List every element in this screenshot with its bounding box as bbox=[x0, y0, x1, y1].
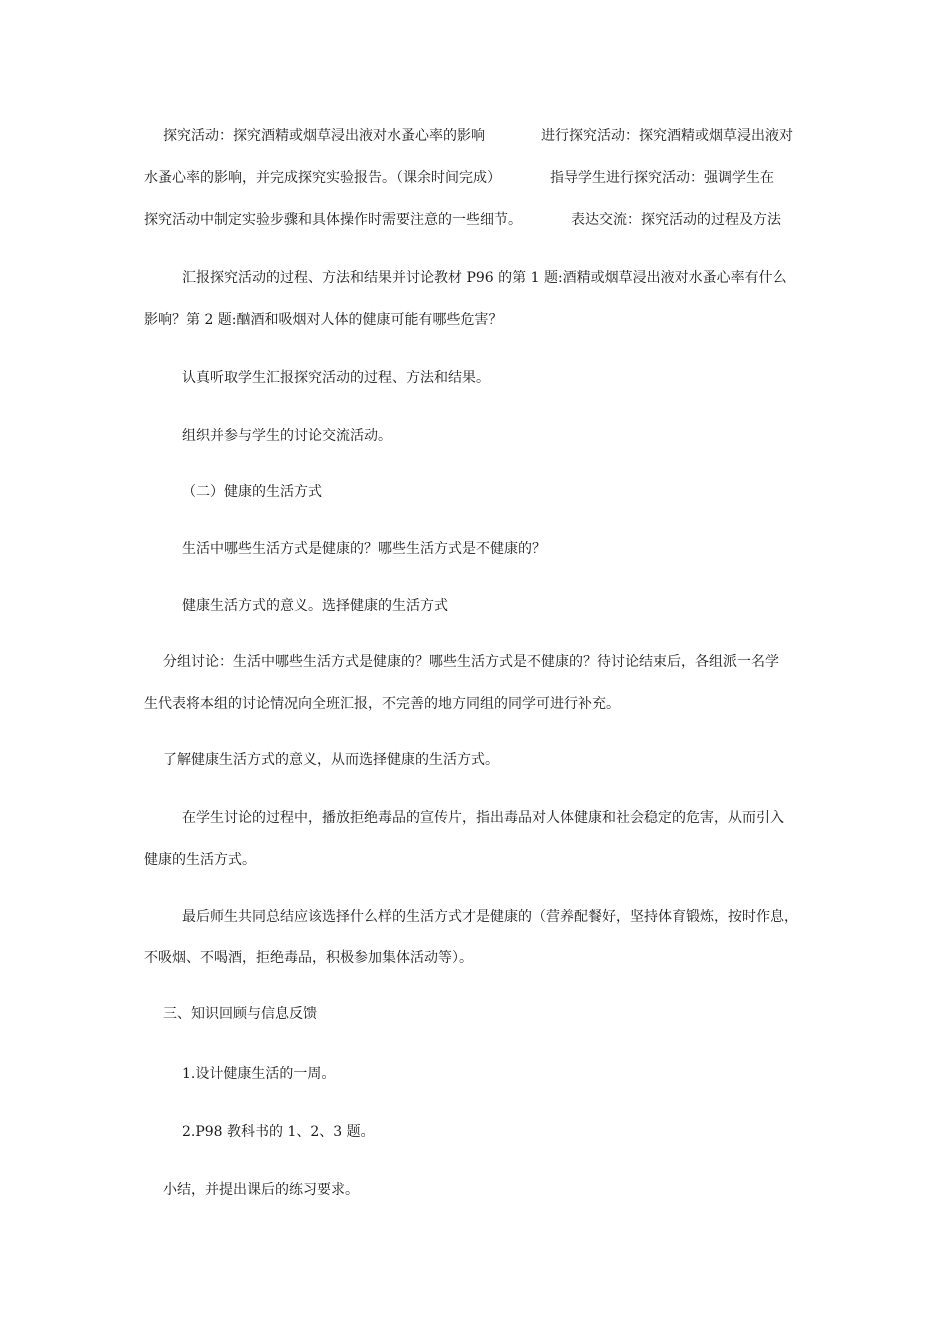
text-line-11: 分组讨论：生活中哪些生活方式是健康的？哪些生活方式是不健康的？待讨论结束后，各组派一名学 bbox=[163, 654, 779, 670]
text-line-10: 健康生活方式的意义。选择健康的生活方式 bbox=[182, 598, 448, 614]
text-line-6: 认真听取学生汇报探究活动的过程、方法和结果。 bbox=[182, 370, 490, 386]
text-line-14: 在学生讨论的过程中，播放拒绝毒品的宣传片，指出毒品对人体健康和社会稳定的危害，从而引入 bbox=[182, 810, 784, 826]
text-line-13: 了解健康生活方式的意义，从而选择健康的生活方式。 bbox=[163, 752, 499, 768]
text-line-2: 水蚤心率的影响，并完成探究实验报告。（课余时间完成） 指导学生进行探究活动：强调学生在 bbox=[144, 170, 774, 186]
text-line-16: 最后师生共同总结应该选择什么样的生活方式才是健康的（营养配餐好，坚持体育锻炼，按时作息， bbox=[182, 909, 798, 925]
text-line-1: 探究活动：探究酒精或烟草浸出液对水蚤心率的影响 进行探究活动：探究酒精或烟草浸出液对 bbox=[163, 128, 793, 144]
section-heading-review-feedback: 三、知识回顾与信息反馈 bbox=[163, 1006, 317, 1022]
list-item-2: 2.P98 教科书的 1、2、3 题。 bbox=[182, 1124, 375, 1140]
text-line-15: 健康的生活方式。 bbox=[144, 852, 256, 868]
text-line-17: 不吸烟、不喝酒，拒绝毒品，积极参加集体活动等）。 bbox=[144, 950, 473, 966]
text-line-7: 组织并参与学生的讨论交流活动。 bbox=[182, 428, 392, 444]
list-item-1: 1.设计健康生活的一周。 bbox=[182, 1066, 336, 1082]
text-line-3: 探究活动中制定实验步骤和具体操作时需要注意的一些细节。 表达交流：探究活动的过程及方法 bbox=[144, 212, 781, 228]
section-heading-healthy-lifestyle: （二）健康的生活方式 bbox=[182, 484, 322, 500]
text-line-12: 生代表将本组的讨论情况向全班汇报，不完善的地方同组的同学可进行补充。 bbox=[144, 696, 620, 712]
text-line-9: 生活中哪些生活方式是健康的？哪些生活方式是不健康的？ bbox=[182, 541, 546, 557]
text-line-5: 影响？第 2 题:酗酒和吸烟对人体的健康可能有哪些危害？ bbox=[144, 312, 503, 328]
text-line-4: 汇报探究活动的过程、方法和结果并讨论教材 P96 的第 1 题:酒精或烟草浸出液对水蚤心率有什么 bbox=[182, 270, 787, 286]
summary-line: 小结，并提出课后的练习要求。 bbox=[163, 1182, 359, 1198]
